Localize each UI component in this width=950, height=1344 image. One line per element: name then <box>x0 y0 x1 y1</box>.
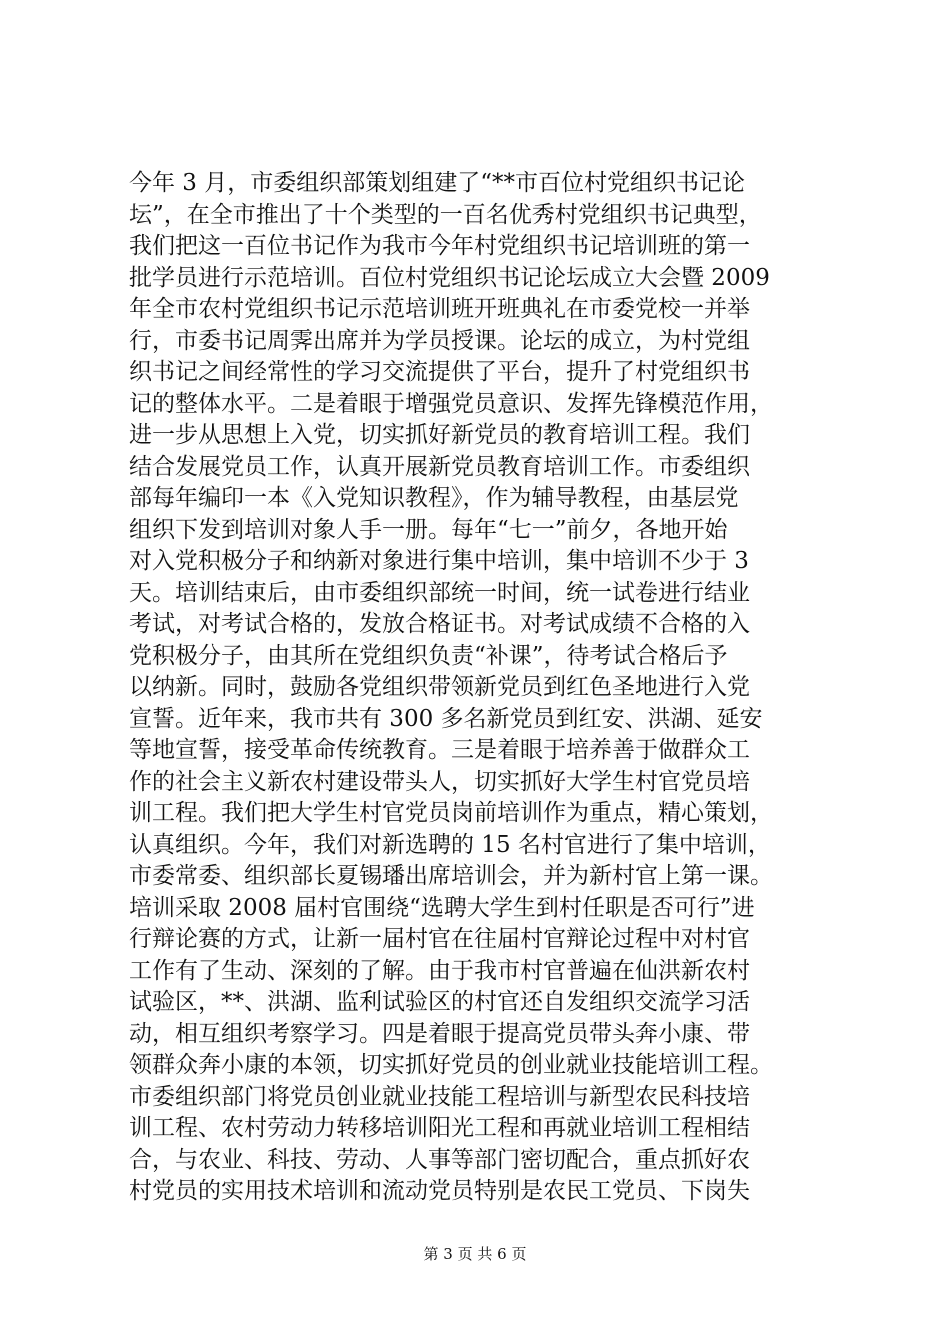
text-line: 工作有了生动、深刻的了解。由于我市村官普遍在仙洪新农村 <box>129 957 750 984</box>
text-line: 结合发展党员工作，认真开展新党员教育培训工作。市委组织 <box>129 453 750 480</box>
text-line: 批学员进行示范培训。百位村党组织书记论坛成立大会暨 2009 <box>129 264 770 291</box>
text-line: 宣誓。近年来，我市共有 300 多名新党员到红安、洪湖、延安 <box>129 705 763 732</box>
text-line: 组织下发到培训对象人手一册。每年“七一”前夕，各地开始 <box>129 516 728 543</box>
text-line: 部每年编印一本《入党知识教程》，作为辅导教程，由基层党 <box>129 485 739 511</box>
text-line: 年全市农村党组织书记示范培训班开班典礼在市委党校一并举 <box>129 296 750 322</box>
text-line: 党积极分子，由其所在党组织负责“补课”，待考试合格后予 <box>129 642 728 669</box>
text-line: 以纳新。同时，鼓励各党组织带领新党员到红色圣地进行入党 <box>129 674 750 700</box>
text-line: 试验区，**、洪湖、监利试验区的村官还自发组织交流学习活 <box>129 989 750 1015</box>
text-line: 对入党积极分子和纳新对象进行集中培训，集中培训不少于 3 <box>129 548 749 574</box>
text-line: 等地宣誓，接受革命传统教育。三是着眼于培养善于做群众工 <box>129 737 750 763</box>
page-footer <box>0 1244 950 1264</box>
text-line: 训工程、农村劳动力转移培训阳光工程和再就业培训工程相结 <box>129 1115 750 1141</box>
text-line: 动，相互组织考察学习。四是着眼于提高党员带头奔小康、带 <box>129 1020 750 1047</box>
text-line: 领群众奔小康的本领，切实抓好党员的创业就业技能培训工程。 <box>129 1052 773 1078</box>
text-line: 坛”，在全市推出了十个类型的一百名优秀村党组织书记典型， <box>129 201 762 228</box>
page-number-label: 第 3 页 共 6 页 <box>423 1245 527 1263</box>
text-line: 训工程。我们把大学生村官党员岗前培训作为重点，精心策划， <box>129 800 773 826</box>
text-line: 我们把这一百位书记作为我市今年村党组织书记培训班的第一 <box>129 233 750 259</box>
text-line: 记的整体水平。二是着眼于增强党员意识、发挥先锋模范作用， <box>129 390 773 417</box>
text-line: 行辩论赛的方式，让新一届村官在往届村官辩论过程中对村官 <box>129 926 750 952</box>
text-line: 合，与农业、科技、劳动、人事等部门密切配合，重点抓好农 <box>129 1146 750 1173</box>
text-line: 天。培训结束后，由市委组织部统一时间，统一试卷进行结业 <box>129 579 750 606</box>
text-line: 织书记之间经常性的学习交流提供了平台，提升了村党组织书 <box>129 359 750 385</box>
text-line: 市委常委、组织部长夏锡璠出席培训会，并为新村官上第一课。 <box>129 863 773 889</box>
text-line: 认真组织。今年，我们对新选聘的 15 名村官进行了集中培训， <box>129 831 771 858</box>
text-line: 村党员的实用技术培训和流动党员特别是农民工党员、下岗失 <box>129 1178 750 1204</box>
text-line: 作的社会主义新农村建设带头人，切实抓好大学生村官党员培 <box>129 768 750 795</box>
text-line: 今年 3 月，市委组织部策划组建了“**市百位村党组织书记论 <box>129 170 746 196</box>
text-line: 行，市委书记周霁出席并为学员授课。论坛的成立，为村党组 <box>129 327 750 354</box>
text-line: 进一步从思想上入党，切实抓好新党员的教育培训工程。我们 <box>129 422 750 448</box>
text-line: 考试，对考试合格的，发放合格证书。对考试成绩不合格的入 <box>129 611 750 637</box>
text-line: 市委组织部门将党员创业就业技能工程培训与新型农民科技培 <box>129 1083 750 1110</box>
text-line: 培训采取 2008 届村官围绕“选聘大学生到村任职是否可行”进 <box>129 894 755 921</box>
body-paragraph <box>129 168 849 1208</box>
